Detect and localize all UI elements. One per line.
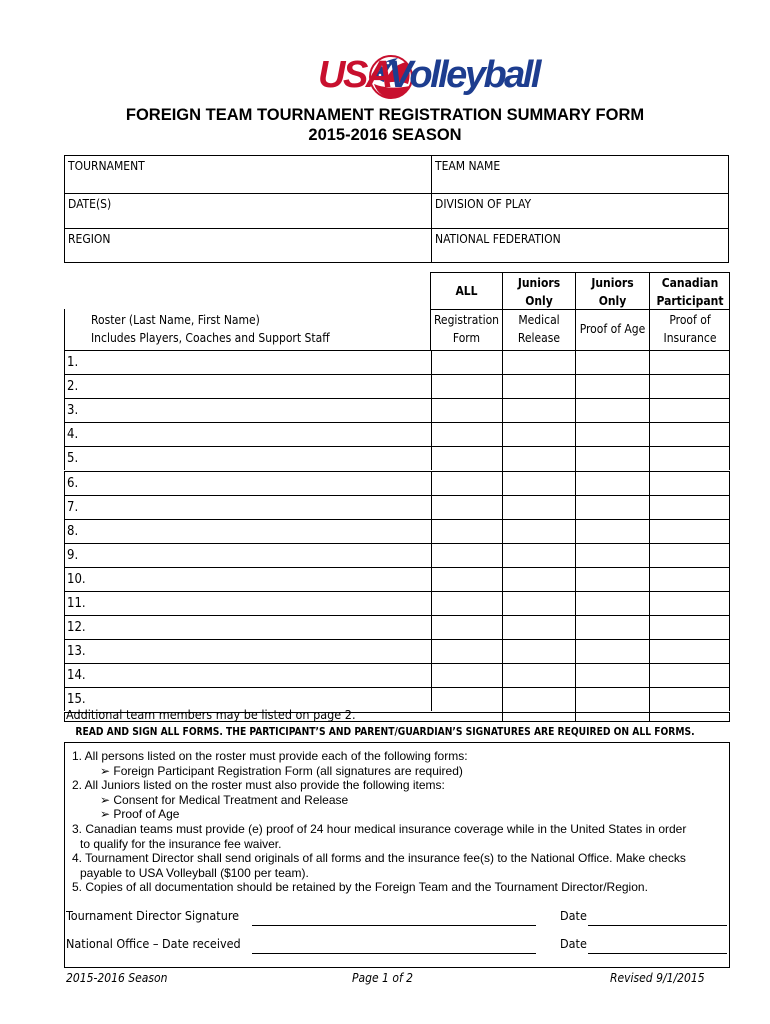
table-row[interactable] xyxy=(64,495,730,519)
table-row[interactable] xyxy=(64,350,730,374)
table-row[interactable] xyxy=(64,615,730,639)
col-proof-of-age: Proof of Age xyxy=(579,322,646,336)
table-row[interactable] xyxy=(64,398,730,422)
table-row[interactable] xyxy=(64,422,730,446)
director-date-line[interactable] xyxy=(588,925,727,926)
table-row[interactable] xyxy=(64,543,730,567)
region-field[interactable]: REGION xyxy=(68,232,111,246)
col-registration-form: Registration Form xyxy=(433,313,500,345)
row-number: 11. xyxy=(67,596,86,611)
instruction-line: ➢ Foreign Participant Registration Form (all signatures are required) xyxy=(100,763,463,778)
row-number: 7. xyxy=(67,499,79,515)
table-row[interactable] xyxy=(64,471,730,495)
table-row[interactable] xyxy=(64,591,730,615)
row-number: 14. xyxy=(67,668,86,684)
logo-wordmark: USAVolleyball xyxy=(318,54,539,96)
division-field[interactable]: DIVISION OF PLAY xyxy=(435,197,532,211)
footer-page: Page 1 of 2 xyxy=(352,971,414,985)
row-number: 1. xyxy=(67,355,79,370)
row-number: 3. xyxy=(67,403,79,419)
col-canadian-header: Canadian Participant xyxy=(656,276,724,308)
director-date-label: Date xyxy=(560,908,587,923)
row-number: 8. xyxy=(67,523,79,539)
col-medical-release: Medical Release xyxy=(517,313,561,345)
table-row[interactable] xyxy=(64,374,730,398)
instruction-line: 1. All persons listed on the roster must provide each of the following forms: xyxy=(72,749,468,763)
instruction-line: ➢ Proof of Age xyxy=(100,807,180,822)
table-row[interactable] xyxy=(64,567,730,591)
row-number: 6. xyxy=(67,475,79,491)
tournament-info-table xyxy=(64,155,729,263)
team-name-field[interactable]: TEAM NAME xyxy=(435,159,501,173)
instruction-line: 2. All Juniors listed on the roster must also provide the following items: xyxy=(72,778,445,793)
footer-revised: Revised 9/1/2015 xyxy=(610,971,705,985)
federation-field[interactable]: NATIONAL FEDERATION xyxy=(435,232,561,246)
table-row[interactable] xyxy=(64,663,730,687)
national-office-label: National Office – Date received xyxy=(66,936,241,951)
table-row[interactable] xyxy=(64,519,730,543)
national-date-label: Date xyxy=(560,936,587,951)
instruction-line: 3. Canadian teams must provide (e) proof of 24 hour medical insurance coverage while in the United States in order xyxy=(72,822,687,836)
row-number: 2. xyxy=(67,379,79,395)
row-number: 12. xyxy=(67,620,86,636)
form-title: FOREIGN TEAM TOURNAMENT REGISTRATION SUMMARY FORM xyxy=(125,106,645,124)
tournament-field[interactable]: TOURNAMENT xyxy=(68,159,145,173)
instruction-line: ➢ Consent for Medical Treatment and Release xyxy=(100,792,349,807)
row-number: 10. xyxy=(67,571,86,587)
dates-field[interactable]: DATE(S) xyxy=(68,197,112,211)
col-juniors-medical-header: Juniors Only xyxy=(517,276,561,308)
director-signature-label: Tournament Director Signature xyxy=(66,908,240,923)
instruction-line: 4. Tournament Director shall send originals of all forms and the insurance fee(s) to the National Office. Make checks xyxy=(72,851,686,866)
instruction-line: payable to USA Volleyball ($100 per team). xyxy=(80,865,309,880)
footer-season: 2015-2016 Season xyxy=(66,971,168,985)
instruction-line: 5. Copies of all documentation should be retained by the Foreign Team and the Tournament Director/Region. xyxy=(72,880,648,895)
table-row[interactable] xyxy=(64,446,730,470)
table-row[interactable] xyxy=(64,639,730,663)
row-number: 9. xyxy=(67,547,79,563)
national-date-line[interactable] xyxy=(588,953,727,954)
col-proof-of-insurance: Proof of Insurance xyxy=(663,313,717,345)
roster-label: Roster (Last Name, First Name) Includes Players, Coaches and Support Staff xyxy=(91,313,330,345)
signature-notice: READ AND SIGN ALL FORMS. THE PARTICIPANT’S AND PARENT/GUARDIAN’S SIGNATURES ARE REQUIRED ON ALL FORMS. xyxy=(75,727,695,738)
director-signature-line[interactable] xyxy=(252,925,536,926)
col-juniors-age-header: Juniors Only xyxy=(591,276,634,308)
row-number: 5. xyxy=(67,451,79,467)
row-number: 13. xyxy=(67,644,86,660)
row-number: 15. xyxy=(67,692,86,708)
national-office-line[interactable] xyxy=(252,953,536,954)
row-number: 4. xyxy=(67,427,79,443)
additional-members-note: Additional team members may be listed on page 2. xyxy=(66,707,356,722)
col-all-header: ALL xyxy=(455,284,478,298)
form-season: 2015-2016 SEASON xyxy=(308,126,462,144)
instruction-line: to qualify for the insurance fee waiver. xyxy=(80,836,282,851)
